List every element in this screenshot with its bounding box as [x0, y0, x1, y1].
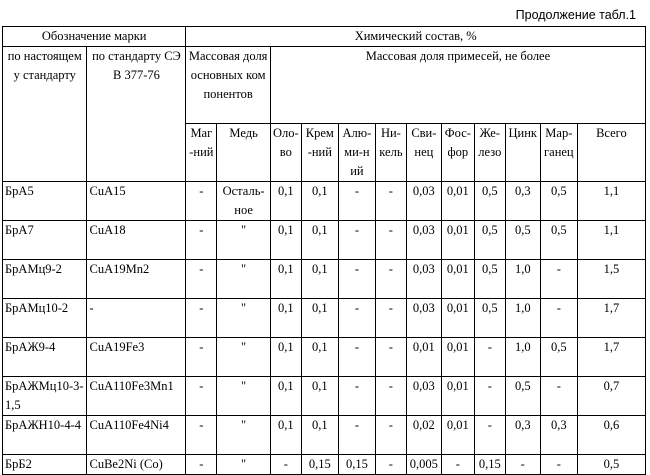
value-cell: 0,01 — [441, 260, 474, 299]
value-cell: " — [217, 416, 271, 455]
header-designation: Обозначение марки — [3, 27, 186, 47]
value-cell: - — [338, 299, 375, 338]
value-cell: - — [375, 260, 406, 299]
value-cell: 0,5 — [505, 221, 540, 260]
value-cell: - — [338, 260, 375, 299]
value-cell: 0,1 — [301, 377, 338, 416]
value-cell: 0,15 — [474, 455, 505, 475]
value-cell: 0,03 — [406, 182, 441, 221]
value-cell: 0,6 — [577, 416, 645, 455]
value-cell: - — [540, 299, 577, 338]
cmea-mark-cell: CuA110Fe3Mn1 — [87, 377, 186, 416]
col-header: Мар-ганец — [540, 124, 577, 182]
grade-mark-cell: БрА5 — [3, 182, 87, 221]
value-cell: 0,5 — [474, 182, 505, 221]
value-cell: - — [338, 377, 375, 416]
value-cell: 0,3 — [540, 416, 577, 455]
value-cell: 0,01 — [441, 416, 474, 455]
grade-mark-cell: БрАЖН10-4-4 — [3, 416, 87, 455]
col-header: Ни-кель — [375, 124, 406, 182]
table-row — [3, 455, 646, 475]
table-row — [3, 299, 646, 338]
value-cell: - — [186, 338, 217, 377]
grade-mark-cell: БрАМц9-2 — [3, 260, 87, 299]
value-cell: - — [375, 338, 406, 377]
value-cell: 0,03 — [406, 299, 441, 338]
value-cell: - — [505, 455, 540, 475]
value-cell: 0,5 — [540, 338, 577, 377]
value-cell: 0,5 — [577, 455, 645, 475]
value-cell: " — [217, 338, 271, 377]
col-header: Медь — [217, 124, 271, 182]
value-cell: 1,1 — [577, 182, 645, 221]
value-cell: 0,01 — [406, 338, 441, 377]
value-cell: 0,1 — [301, 338, 338, 377]
cmea-mark-cell: CuA18 — [87, 221, 186, 260]
value-cell: Осталь-ное — [217, 182, 271, 221]
value-cell: 0,3 — [505, 416, 540, 455]
value-cell: 0,1 — [270, 377, 301, 416]
value-cell: " — [217, 299, 271, 338]
value-cell: - — [186, 299, 217, 338]
value-cell: 0,1 — [301, 221, 338, 260]
value-cell: 0,1 — [301, 182, 338, 221]
value-cell: 0,01 — [441, 299, 474, 338]
value-cell: 1,0 — [505, 260, 540, 299]
value-cell: 0,5 — [474, 299, 505, 338]
value-cell: - — [186, 182, 217, 221]
value-cell: - — [375, 182, 406, 221]
value-cell: 0,3 — [505, 182, 540, 221]
value-cell: 0,01 — [441, 338, 474, 377]
header-chemical-composition: Химический состав, % — [186, 27, 646, 47]
table-caption: Продолжение табл.1 — [515, 8, 636, 22]
value-cell: " — [217, 260, 271, 299]
value-cell: 0,1 — [301, 260, 338, 299]
value-cell: - — [375, 221, 406, 260]
value-cell: - — [540, 455, 577, 475]
grade-mark-cell: БрАМц10-2 — [3, 299, 87, 338]
cmea-mark-cell: CuA19Fe3 — [87, 338, 186, 377]
value-cell: 0,01 — [441, 221, 474, 260]
table-row — [3, 221, 646, 260]
table-row — [3, 338, 646, 377]
value-cell: 0,03 — [406, 260, 441, 299]
col-header: Фос-фор — [441, 124, 474, 182]
table-row — [3, 377, 646, 416]
value-cell: - — [338, 338, 375, 377]
value-cell: 1,7 — [577, 338, 645, 377]
value-cell: - — [270, 455, 301, 475]
value-cell: - — [474, 377, 505, 416]
table-row — [3, 416, 646, 455]
composition-table — [2, 26, 646, 475]
col-header: Всего — [577, 124, 645, 182]
value-cell: 0,1 — [301, 299, 338, 338]
value-cell: 0,1 — [270, 260, 301, 299]
value-cell: 0,02 — [406, 416, 441, 455]
value-cell: " — [217, 377, 271, 416]
value-cell: 0,15 — [301, 455, 338, 475]
value-cell: " — [217, 221, 271, 260]
value-cell: - — [186, 416, 217, 455]
value-cell: " — [217, 455, 271, 475]
value-cell: 0,7 — [577, 377, 645, 416]
value-cell: - — [375, 377, 406, 416]
table-row — [3, 260, 646, 299]
value-cell: 0,5 — [474, 221, 505, 260]
value-cell: 1,0 — [505, 338, 540, 377]
cmea-mark-cell: CuA19Mn2 — [87, 260, 186, 299]
grade-mark-cell: БрАЖ9-4 — [3, 338, 87, 377]
table-row — [3, 182, 646, 221]
value-cell: - — [186, 377, 217, 416]
value-cell: 0,5 — [505, 377, 540, 416]
cmea-mark-cell: CuA110Fe4Ni4 — [87, 416, 186, 455]
col-header: Оло-во — [270, 124, 301, 182]
cmea-mark-cell: CuA15 — [87, 182, 186, 221]
value-cell: - — [375, 416, 406, 455]
col-header: Цинк — [505, 124, 540, 182]
header-impurities: Массовая доля примесей, не более — [270, 47, 645, 124]
value-cell: 0,01 — [441, 182, 474, 221]
value-cell: - — [474, 338, 505, 377]
value-cell: 0,1 — [270, 416, 301, 455]
value-cell: 0,5 — [474, 260, 505, 299]
header-current-standard: по настоящему стандарту — [3, 47, 87, 182]
value-cell: - — [375, 455, 406, 475]
value-cell: - — [338, 416, 375, 455]
value-cell: - — [186, 455, 217, 475]
value-cell: 0,1 — [270, 221, 301, 260]
value-cell: - — [338, 221, 375, 260]
value-cell: - — [375, 299, 406, 338]
cmea-mark-cell: CuBe2Ni (Co) — [87, 455, 186, 475]
value-cell: 0,1 — [270, 299, 301, 338]
value-cell: 0,01 — [441, 377, 474, 416]
value-cell: 0,03 — [406, 221, 441, 260]
value-cell: 0,5 — [540, 221, 577, 260]
value-cell: 0,005 — [406, 455, 441, 475]
col-header: Маг-ний — [186, 124, 217, 182]
value-cell: - — [186, 260, 217, 299]
value-cell: - — [338, 182, 375, 221]
value-cell: 0,1 — [301, 416, 338, 455]
col-header: Алю-ми-ний — [338, 124, 375, 182]
value-cell: 0,03 — [406, 377, 441, 416]
value-cell: 1,1 — [577, 221, 645, 260]
value-cell: 1,0 — [505, 299, 540, 338]
grade-mark-cell: БрА7 — [3, 221, 87, 260]
cmea-mark-cell: - — [87, 299, 186, 338]
value-cell: - — [540, 260, 577, 299]
header-main-components: Массовая доля основных компонентов — [186, 47, 270, 124]
value-cell: - — [474, 416, 505, 455]
value-cell: 1,5 — [577, 260, 645, 299]
grade-mark-cell: БрБ2 — [3, 455, 87, 475]
header-cmea-standard: по стандарту СЭВ 377-76 — [87, 47, 186, 182]
col-header: Крем-ний — [301, 124, 338, 182]
value-cell: - — [186, 221, 217, 260]
value-cell: 0,15 — [338, 455, 375, 475]
col-header: Же-лезо — [474, 124, 505, 182]
value-cell: 0,5 — [540, 182, 577, 221]
col-header: Сви-нец — [406, 124, 441, 182]
value-cell: 0,1 — [270, 182, 301, 221]
value-cell: - — [540, 377, 577, 416]
grade-mark-cell: БрАЖМц10-3-1,5 — [3, 377, 87, 416]
value-cell: 0,1 — [270, 338, 301, 377]
value-cell: - — [441, 455, 474, 475]
value-cell: 1,7 — [577, 299, 645, 338]
